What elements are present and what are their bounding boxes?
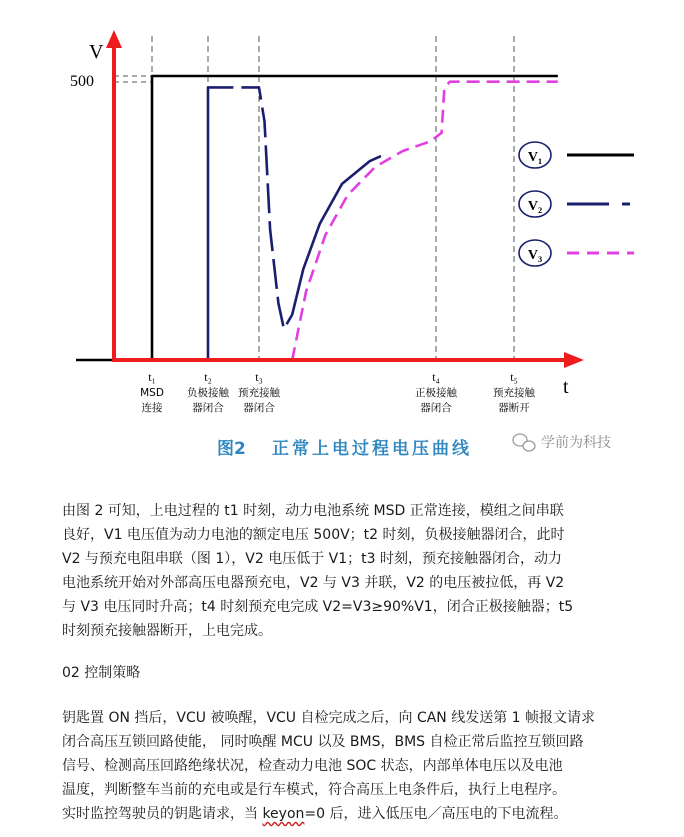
legend-v3-label: V₃ [527, 248, 543, 263]
watermark [513, 434, 611, 451]
y-tick-500: 500 [70, 73, 94, 90]
x-axis-label: t [563, 376, 569, 398]
tick-desc2-t1: 连接 [141, 402, 163, 414]
text-span: =0 后，进入低压电／高压电的下电流程。 [304, 806, 568, 822]
text-line: 良好，V1 电压值为动力电池的额定电压 500V；t2 时刻，负极接触器闭合，此时 [62, 527, 565, 543]
tick-desc1-t2: 负极接触 [187, 387, 229, 399]
tick-label-t1: t₁ [148, 370, 156, 384]
text-line: V2 与预充电阻串联（图 1），V2 电压低于 V1；t3 时刻，预充接触器闭合，动力 [62, 551, 563, 567]
text-line [62, 802, 662, 826]
series-line-v1 [76, 76, 558, 360]
text-line: 闭合高压互锁回路使能， 同时唤醒 MCU 以及 BMS，BMS 自检正常后监控互锁回路 [62, 734, 584, 750]
legend-v3 [519, 240, 634, 266]
series-lines [76, 76, 558, 360]
text-line: 温度，判断整车当前的充电或是行车模式，符合高压上电条件后，执行上电程序。 [62, 782, 566, 798]
text-line: 时刻预充接触器断开，上电完成。 [62, 623, 272, 639]
text-line: 与 V3 电压同时升高；t4 时刻预充电完成 V2=V3≥90%V1，闭合正极接触器；t5 [62, 599, 574, 615]
tick-desc2-t3: 器闭合 [243, 402, 275, 414]
event-tick-labels [140, 370, 535, 414]
tick-desc1-t4: 正极接触 [415, 387, 457, 399]
figure-label: 图2 [217, 439, 246, 459]
tick-desc1-t3: 预充接触 [238, 387, 280, 399]
tick-label-t3: t₃ [255, 370, 263, 384]
tick-desc2-t4: 器闭合 [420, 402, 452, 414]
watermark-text: 学前为科技 [541, 435, 611, 451]
tick-label-t5: t₅ [510, 370, 518, 384]
section-heading: 02 控制策略 [62, 665, 141, 681]
tick-desc1-t1: MSD [140, 387, 164, 399]
tick-label-t4: t₄ [432, 370, 440, 384]
text-line: 信号、检测高压回路绝缘状况，检查动力电池 SOC 状态，内部单体电压以及电池 [62, 758, 563, 774]
legend-v1 [519, 142, 634, 168]
text-line: 由图 2 可知，上电过程的 t1 时刻，动力电池系统 MSD 正常连接，模组之间串联 [62, 503, 564, 519]
text-line: 电池系统开始对外部高压电器预充电，V2 与 V3 并联，V2 的电压被拉低，再 V2 [62, 575, 565, 591]
legend-v2 [519, 191, 634, 217]
tick-desc2-t2: 器闭合 [192, 402, 224, 414]
tick-desc2-t5: 器断开 [498, 402, 530, 414]
tick-desc1-t5: 预充接触 [493, 387, 535, 399]
text-span: 实时监控驾驶员的钥匙请求，当 [62, 806, 263, 822]
legend [519, 142, 634, 266]
legend-v2-label: V₂ [527, 199, 543, 214]
series-line-v3 [292, 82, 558, 360]
y-axis-arrow [106, 30, 122, 48]
text-line: 钥匙置 ON 挡后，VCU 被唤醒，VCU 自检完成之后，向 CAN 线发送第 1 帧报文请求 [62, 710, 596, 726]
series-line-v2 [208, 87, 558, 360]
chart-title: 正常上电过程电压曲线 [272, 439, 472, 459]
x-axis-arrow [564, 352, 584, 368]
keyon-term: keyon [262, 806, 305, 822]
wechat-icon [513, 434, 535, 451]
paragraph-control-strategy [62, 706, 662, 826]
tick-label-t2: t₂ [204, 370, 212, 384]
paragraph-figure-explanation [62, 499, 662, 643]
legend-v1-label: V₁ [527, 150, 543, 165]
y-axis-label: V [89, 41, 104, 63]
